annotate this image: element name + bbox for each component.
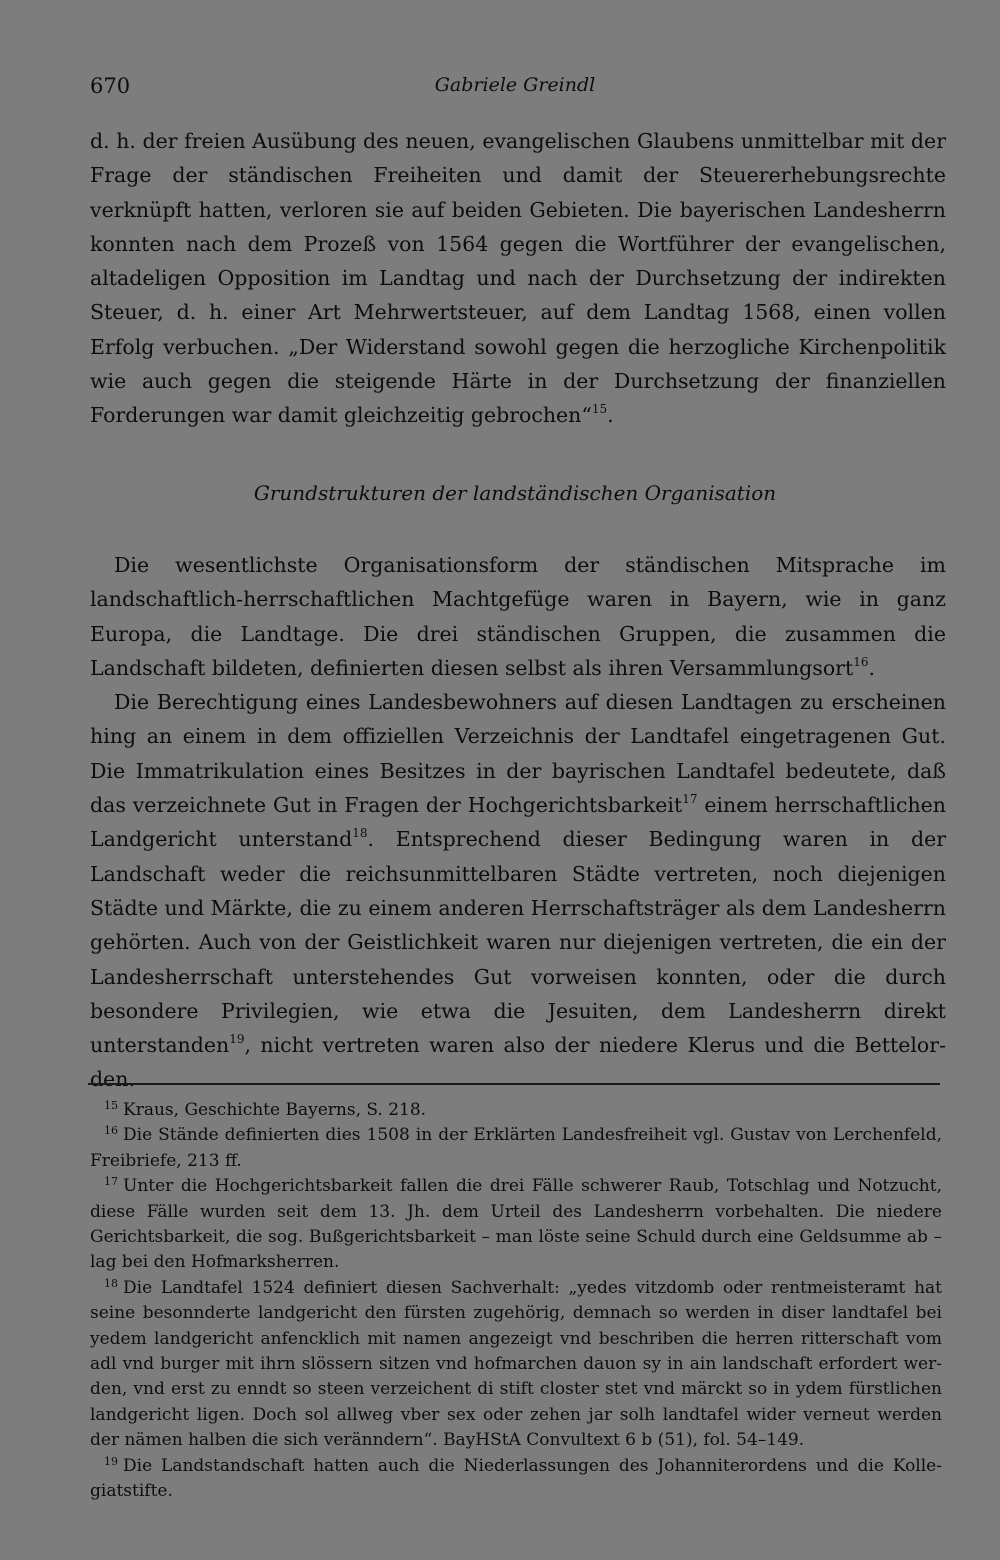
paragraph-berechtigung: Die Berechtigung eines Landesbewohners auf diesen Landtagen zu erscheinen hing an einem in dem offiziellen Verzeichnis der Landtafel eingetragenen Gut. Die Immatrikulation eines Besitzes in der bayrischen Landtafel bedeutete, daß das verzeichnete Gut in Fragen der Hochgerichtsbarkeit$^{17}$ einem herrschaftlichen Landgericht unterstand$^{18}$. Entsprechend dieser Bedingung waren in der Landschaft weder die reichsunmittelbaren Städte vertreten, noch diejenigen Städte und Märkte, die zu einem anderen Herrschaftsträger als dem Landesherrn gehörten. Auch von der Geistlichkeit waren nur diejenigen vertreten, die ein der Landesherrschaft unterstehendes Gut vorweisen konnten, oder die durch besondere Privilegien, wie etwa die Jesuiten, dem Landesherrn direkt unterstanden$^{19}$, nicht vertreten waren also der niedere Klerus und die Bettelorden.: [90, 690, 947, 1092]
footnote-text: Unter die Hochgerichtsbarkeit fallen die drei Fälle schwerer Raub, Totschlag und Notzucht, diese Fälle wurden seit dem 13. Jh. dem Urteil des Landesherrn vorbehalten. Die niedere Gerichtsbarkeit, die sog. Bußgerichtsbarkeit – man löste seine Schuld durch eine Geldsumme ab – lag bei den Hofmarksherren.: [90, 1176, 942, 1273]
footnote-ref-15: 15: [591, 402, 608, 417]
footnote-ref-16: 16: [853, 654, 869, 669]
footnote-number: 16: [104, 1124, 118, 1138]
text-block-section: [90, 548, 946, 1097]
footnote: [90, 1454, 942, 1505]
paragraph-continuation: d. h. der freien Ausübung des neuen, evangelischen Glaubens unmittelbar mit der Frage der ständischen Freiheiten und damit der Steuererhebungsrechte verknüpft hatten, verloren sie auf beiden Gebieten. Die bayerischen Landesherrn konnten nach dem Prozeß von 1564 gegen die Wortführer der evangelischen, altadeligen Opposition im Landtag und nach der Durchsetzung der indirekten Steuer, d. h. einer Art Mehrwertsteuer, auf dem Landtag 1568, einen vollen Erfolg verbuchen. „Der Widerstand sowohl gegen die herzogliche Kirchenpolitik wie auch gegen die steigende Härte in der Durchsetzung der finanziellen Forderungen war damit gleichzeitig gebrochen“$^{15}$.: [90, 129, 946, 428]
footnote-text: Kraus, Geschichte Bayerns, S. 218.: [123, 1100, 427, 1120]
footnote: [90, 1174, 942, 1276]
page-number: 670: [90, 74, 131, 98]
footnote-ref-17: 17: [682, 792, 698, 807]
section-heading: Grundstrukturen der landständischen Organisation: [253, 481, 777, 505]
footnote-number: 17: [104, 1175, 118, 1189]
footnote-number: 18: [104, 1276, 118, 1290]
footnote-text: Die Landstandschaft hatten auch die Niederlassungen des Johanniterordens und die Kollegiatstifte.: [90, 1455, 942, 1502]
footnote-text: Die Landtafel 1524 definiert diesen Sachverhalt: „yedes vitzdomb oder rentmeisteramt hat seine besonnderte landgericht den fürsten zugehörig, demnach so werden in diser landtafel bei yedem landgericht anfencklich mit namen angezeigt vnd beschriben die herren ritterschaft vom adl vnd burger mit ihrn slössern sitzen vnd hofmarchen dauon sy in ain landschaft erfordert werden, vnd erst zu enndt so steen verzeichent di stift closter stet vnd märckt so in ydem fürstlichen landgericht ligen. Doch sol allweg vber sex oder zehen jar solh landtafel wider verneut werden der nämen halben die sich veränndern“. BayHStA Convultext 6 b (51), fol. 54–149.: [90, 1277, 942, 1451]
footnote-separator: [88, 1083, 940, 1085]
footnote: [90, 1276, 942, 1454]
footnote-text: Die Stände definierten dies 1508 in der Erklärten Landesfreiheit vgl. Gustav von Lerchenfeld, Freibriefe, 213 ff.: [90, 1125, 942, 1171]
footnote: [90, 1123, 942, 1174]
text-block-top: [90, 124, 946, 433]
footnote-ref-18: 18: [352, 826, 368, 841]
footnote: [90, 1098, 942, 1123]
running-head: Gabriele Greindl: [434, 74, 596, 96]
paragraph-organisationsform: Die wesentlichste Organisationsform der ständischen Mitsprache im landschaftlich-herrschaftlichen Machtgefüge waren in Bayern, wie in ganz Europa, die Landtage. Die drei ständischen Gruppen, die zusammen die Landschaft bildeten, definierten diesen selbst als ihren Versammlungsort$^{16}$.: [90, 553, 946, 680]
page-header: [90, 74, 940, 104]
footnotes: [90, 1098, 942, 1505]
footnote-number: 19: [104, 1454, 118, 1468]
footnote-ref-19: 19: [229, 1032, 245, 1047]
footnote-number: 15: [104, 1099, 118, 1112]
